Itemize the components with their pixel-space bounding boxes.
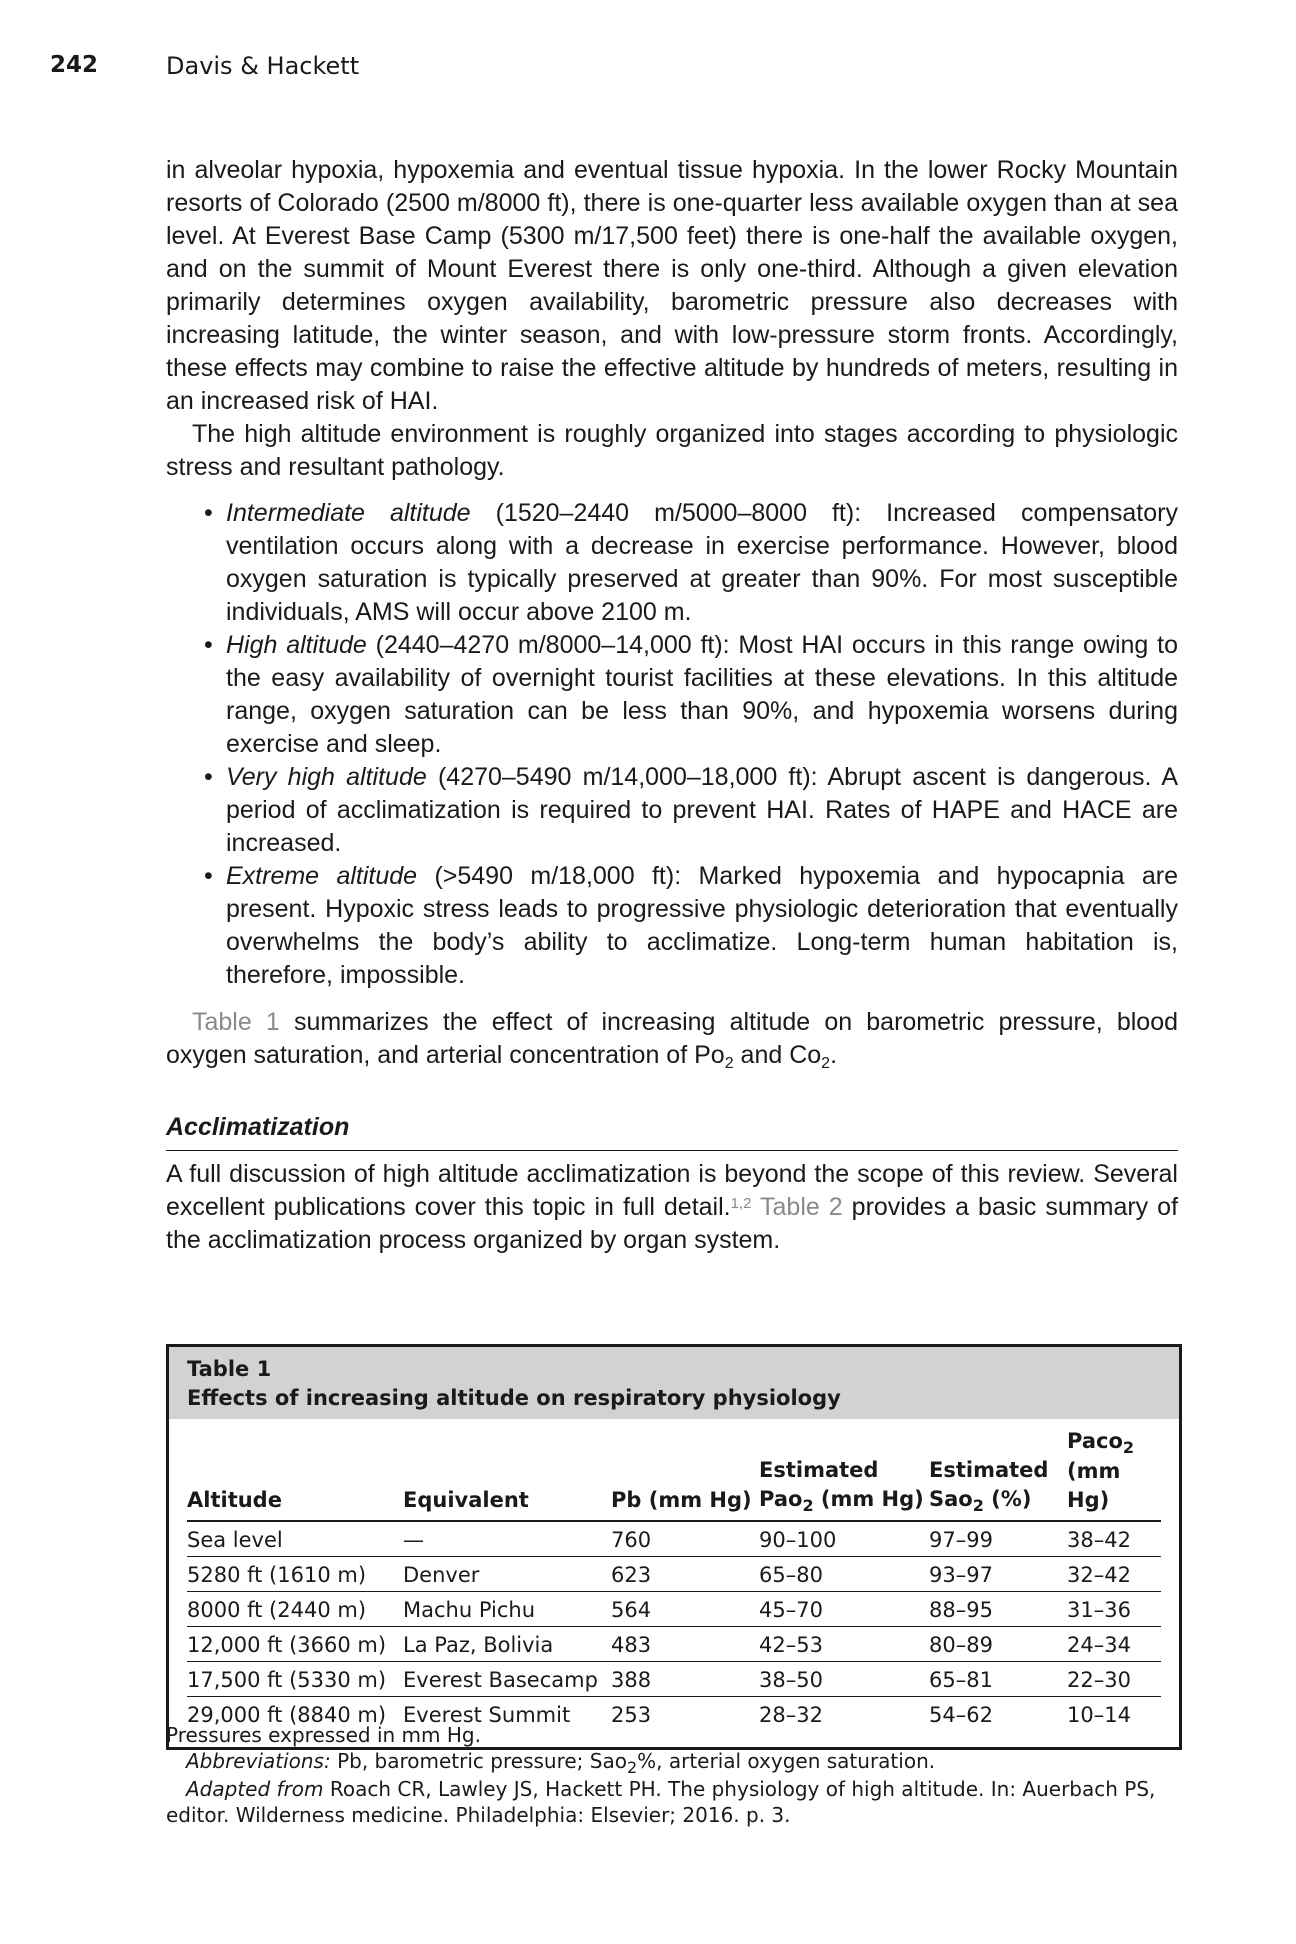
note-text: %, arterial oxygen saturation. — [637, 1749, 936, 1773]
note-label: Adapted from — [186, 1777, 324, 1801]
subscript: 2 — [626, 1758, 638, 1777]
note-text: Pb, barometric pressure; Sao — [330, 1749, 627, 1773]
table-note-abbreviations — [166, 1748, 1178, 1776]
list-item-term: Intermediate altitude — [226, 499, 471, 527]
col-header-pb: Pb (mm Hg) — [611, 1427, 759, 1521]
table-cell: 32–42 — [1067, 1557, 1161, 1592]
table-cell: 5280 ft (1610 m) — [187, 1557, 403, 1592]
note-label: Abbreviations: — [186, 1749, 331, 1773]
data-table — [187, 1427, 1161, 1731]
table-cell: 8000 ft (2440 m) — [187, 1592, 403, 1627]
table-row — [187, 1592, 1161, 1627]
table-cell: 24–34 — [1067, 1627, 1161, 1662]
note-indent — [166, 1777, 324, 1801]
table-cell: 760 — [611, 1521, 759, 1557]
table-cell: 29,000 ft (8840 m) — [187, 1703, 387, 1727]
table-body — [169, 1419, 1179, 1747]
summary-text: summarizes the effect of increasing altitude on barometric pressure, blood oxygen saturation, and arterial concentration of Po — [166, 1008, 1179, 1069]
table-caption — [169, 1347, 1179, 1419]
subscript: 2 — [724, 1055, 734, 1072]
table-header-row — [187, 1427, 1161, 1521]
col-header-sao2 — [929, 1427, 1067, 1521]
citation-link[interactable]: 1,2 — [730, 1195, 752, 1212]
table-1-link[interactable]: Table 1 — [192, 1008, 280, 1036]
table-cell: 12,000 ft (3660 m) — [187, 1627, 403, 1662]
col-header-paco2 — [1067, 1427, 1161, 1521]
paragraph-2: The high altitude environment is roughly organized into stages according to physiologic stress and resultant pathology. — [166, 420, 1178, 481]
running-title: Davis & Hackett — [166, 52, 360, 80]
page-number: 242 — [50, 52, 99, 78]
table-row — [187, 1521, 1161, 1557]
table-cell: 97–99 — [929, 1521, 1067, 1557]
table-cell: 22–30 — [1067, 1662, 1161, 1697]
table-row — [187, 1627, 1161, 1662]
table-1 — [166, 1344, 1182, 1750]
note-text: Roach CR, Lawley JS, Hackett PH. The physiology of high altitude. In: Auerbach PS, editor. Wilderness medicine. Philadelphia: Elsevier; 2016. p. 3. — [166, 1777, 1156, 1827]
table-cell: Denver — [403, 1557, 611, 1592]
table-row — [187, 1557, 1161, 1592]
table-cell: 483 — [611, 1627, 759, 1662]
header-line: Pao — [759, 1487, 803, 1511]
header-line: (mm Hg) — [813, 1487, 924, 1511]
table-cell: 42–53 — [759, 1627, 929, 1662]
acclimatization-paragraph — [166, 1158, 1178, 1257]
list-item-text: (4270–5490 m/14,000–18,000 ft): Abrupt ascent is dangerous. A period of acclimatization is required to prevent HAI. Rates of HAPE and HACE are increased. — [226, 763, 1178, 857]
list-item — [166, 761, 1178, 860]
table-cell: 80–89 — [929, 1627, 1067, 1662]
summary-text-end: . — [830, 1041, 838, 1069]
table-cell: 623 — [611, 1557, 759, 1592]
table-notes — [166, 1722, 1178, 1828]
list-item-term: Very high altitude — [226, 763, 427, 791]
list-item-text: (>5490 m/18,000 ft): Marked hypoxemia and hypocapnia are present. Hypoxic stress leads to progressive physiologic deterioration that eventually overwhelms the body’s ability to acclimatize. Long-term human habitation is, therefore, impossible. — [226, 862, 1178, 989]
section-text: A full discussion of high altitude acclimatization is beyond the scope of this review. Several excellent publications cover this topic in full detail. — [166, 1160, 1178, 1221]
table-cell: La Paz, Bolivia — [403, 1627, 611, 1662]
list-item — [166, 860, 1178, 992]
table-cell: 88–95 — [929, 1592, 1067, 1627]
running-header — [0, 52, 1296, 92]
table-cell: 31–36 — [1067, 1592, 1161, 1627]
subscript: 2 — [821, 1055, 831, 1072]
table-summary-paragraph — [166, 1006, 1178, 1075]
table-cell: 253 — [611, 1703, 652, 1727]
table-label: Table 1 — [187, 1357, 272, 1381]
table-row — [187, 1662, 1161, 1697]
table-cell: 38–42 — [1067, 1521, 1161, 1557]
summary-text-mid: and Co — [733, 1041, 822, 1069]
table-cell: 564 — [611, 1592, 759, 1627]
list-item — [166, 497, 1178, 629]
subscript: 2 — [1122, 1438, 1135, 1457]
paragraph-1: in alveolar hypoxia, hypoxemia and eventual tissue hypoxia. In the lower Rocky Mountain resorts of Colorado (2500 m/8000 ft), there is one-quarter less available oxygen than at sea level. At Everest Base Camp (5300 m/17,500 feet) there is one-half the available oxygen, and on the summit of Mount Everest there is only one-third. Although a given elevation primarily determines oxygen availability, barometric pressure also decreases with increasing latitude, the winter season, and with low-pressure storm fronts. Accordingly, these effects may combine to raise the effective altitude by hundreds of meters, resulting in an increased risk of HAI. — [166, 156, 1178, 415]
table-note-pressures: Pressures expressed in mm Hg. — [166, 1723, 481, 1747]
table-cell: 10–14 — [1067, 1703, 1131, 1727]
table-cell: 17,500 ft (5330 m) — [187, 1662, 403, 1697]
header-line: Paco — [1067, 1429, 1123, 1453]
subscript: 2 — [972, 1496, 984, 1515]
bullet-dot: • — [204, 631, 213, 659]
bullet-dot: • — [204, 862, 213, 890]
bullet-dot: • — [204, 499, 213, 527]
bullet-dot: • — [204, 763, 213, 791]
col-header-altitude: Altitude — [187, 1427, 403, 1521]
table-cell: 90–100 — [759, 1521, 929, 1557]
table-cell: — — [403, 1521, 611, 1557]
table-cell: 54–62 — [929, 1703, 993, 1727]
table-cell: Sea level — [187, 1521, 403, 1557]
table-cell: Everest Basecamp — [403, 1662, 611, 1697]
header-line: (mm Hg) — [1067, 1459, 1121, 1512]
section-heading: Acclimatization — [166, 1111, 1178, 1151]
table-cell: 93–97 — [929, 1557, 1067, 1592]
table-cell: 38–50 — [759, 1662, 929, 1697]
list-item-text: (2440–4270 m/8000–14,000 ft): Most HAI occurs in this range owing to the easy availability of overnight tourist facilities at these elevations. In this altitude range, oxygen saturation can be less than 90%, and hypoxemia worsens during exercise and sleep. — [226, 631, 1178, 758]
table-cell: 388 — [611, 1662, 759, 1697]
table-cell: 65–81 — [929, 1662, 1067, 1697]
table-title: Effects of increasing altitude on respiratory physiology — [187, 1386, 841, 1410]
table-cell: 45–70 — [759, 1592, 929, 1627]
altitude-stages-list — [166, 497, 1178, 992]
section-text-end: provides a basic summary of the acclimatization process organized by organ system. — [166, 1193, 1179, 1254]
table-note-source — [166, 1776, 1178, 1828]
table-cell: 28–32 — [759, 1703, 823, 1727]
col-header-equivalent: Equivalent — [403, 1427, 611, 1521]
table-cell: Machu Pichu — [403, 1592, 611, 1627]
list-item-text: (1520–2440 m/5000–8000 ft): Increased compensatory ventilation occurs along with a decrease in exercise performance. However, blood oxygen saturation is typically preserved at greater than 90%. For most susceptible individuals, AMS will occur above 2100 m. — [226, 499, 1178, 626]
header-line: Sao — [929, 1487, 973, 1511]
table-2-link[interactable]: Table 2 — [751, 1193, 843, 1221]
subscript: 2 — [802, 1496, 814, 1515]
body-text — [166, 154, 1178, 1257]
list-item-term: High altitude — [226, 631, 367, 659]
table-cell: Everest Summit — [403, 1703, 571, 1727]
col-header-pao2 — [759, 1427, 929, 1521]
list-item — [166, 629, 1178, 761]
header-line: Estimated — [759, 1458, 879, 1482]
header-line: (%) — [983, 1487, 1032, 1511]
list-item-term: Extreme altitude — [226, 862, 418, 890]
table-cell: 65–80 — [759, 1557, 929, 1592]
header-line: Estimated — [929, 1458, 1049, 1482]
